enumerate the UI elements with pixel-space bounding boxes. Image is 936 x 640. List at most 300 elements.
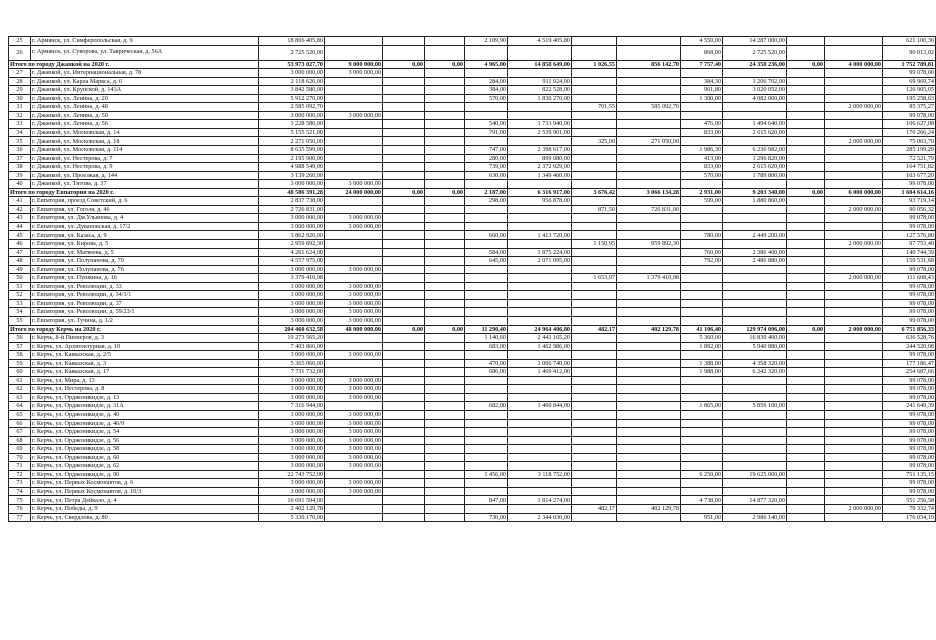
address-cell: г. Керчь, ул. Орджоникидзе, д. 40	[31, 410, 259, 419]
table-cell	[787, 248, 825, 257]
table-cell: 3 000 000,00	[259, 316, 325, 325]
table-cell	[723, 69, 787, 78]
table-cell	[617, 291, 681, 300]
row-number: 37	[9, 154, 31, 163]
table-cell: 3 000 000,00	[259, 69, 325, 78]
subtotal-row	[9, 325, 936, 334]
table-cell: 3 118 752,00	[508, 470, 572, 479]
table-cell: 111 608,43	[883, 274, 936, 283]
table-cell	[681, 316, 723, 325]
address-cell: г. Джанкой, ул. Московская, д. 18	[31, 137, 259, 146]
table-cell	[465, 487, 508, 496]
table-cell	[681, 419, 723, 428]
table-cell	[825, 77, 883, 86]
table-cell	[825, 402, 883, 411]
table-cell	[723, 265, 787, 274]
row-number: 28	[9, 77, 31, 86]
table-cell: 18 806 405,80	[259, 37, 325, 46]
table-cell: 599,00	[681, 197, 723, 206]
address-cell: г. Керчь, ул. Первых Космонавтов, д. 10/3	[31, 487, 259, 496]
table-row	[9, 180, 936, 189]
table-cell: 5 365 060,00	[259, 359, 325, 368]
table-cell	[383, 248, 425, 257]
row-number: 52	[9, 291, 31, 300]
table-cell	[325, 504, 383, 513]
table-cell: 6 242 320,00	[723, 368, 787, 377]
table-cell	[787, 154, 825, 163]
table-cell	[787, 359, 825, 368]
table-cell: 792,00	[681, 257, 723, 266]
table-cell: 3 000 000,00	[259, 479, 325, 488]
table-cell	[787, 487, 825, 496]
table-cell	[425, 103, 465, 112]
table-cell: 384,30	[681, 77, 723, 86]
table-cell: 176 034,19	[883, 513, 936, 522]
table-cell: 2 118 626,00	[259, 77, 325, 86]
row-number: 49	[9, 265, 31, 274]
table-cell: 48 000 000,00	[325, 325, 383, 334]
table-cell: 956 878,00	[508, 197, 572, 206]
address-cell: г. Керчь, ул. Орджоникидзе, д. 90	[31, 470, 259, 479]
table-cell: 99 078,00	[883, 487, 936, 496]
table-cell	[787, 94, 825, 103]
table-cell	[617, 419, 681, 428]
table-cell	[681, 436, 723, 445]
table-cell	[425, 368, 465, 377]
table-cell	[425, 359, 465, 368]
table-cell	[572, 496, 617, 505]
table-cell	[825, 470, 883, 479]
table-cell	[617, 462, 681, 471]
table-row	[9, 428, 936, 437]
table-cell: 3 000 000,00	[325, 385, 383, 394]
row-number: 57	[9, 342, 31, 351]
table-cell	[825, 385, 883, 394]
address-cell: г. Джанкой, ул. Ленина, д. 56	[31, 120, 259, 129]
table-cell: 164 751,82	[883, 163, 936, 172]
table-cell: 5 856 100,00	[723, 402, 787, 411]
table-cell	[723, 274, 787, 283]
table-cell	[383, 111, 425, 120]
table-cell	[787, 282, 825, 291]
table-cell	[383, 487, 425, 496]
row-number: 77	[9, 513, 31, 522]
row-number: 29	[9, 86, 31, 95]
table-cell	[465, 282, 508, 291]
table-cell: 69 969,74	[883, 77, 936, 86]
table-row	[9, 479, 936, 488]
table-row	[9, 316, 936, 325]
address-cell: г. Керчь, ул. Орджоникидзе, д. 31А	[31, 402, 259, 411]
table-cell	[508, 282, 572, 291]
table-cell: 0,00	[383, 325, 425, 334]
table-cell: 3 000 000,00	[259, 376, 325, 385]
table-cell: 2 000 000,00	[825, 274, 883, 283]
table-cell: 3 000 000,00	[325, 214, 383, 223]
table-cell: 3 000 000,00	[325, 69, 383, 78]
table-cell: 90 013,02	[883, 45, 936, 60]
table-cell: 3 139 260,00	[259, 171, 325, 180]
table-cell	[787, 334, 825, 343]
table-cell: 11 290,40	[465, 325, 508, 334]
table-cell	[681, 69, 723, 78]
table-cell	[572, 419, 617, 428]
table-cell	[508, 214, 572, 223]
table-cell	[825, 419, 883, 428]
table-cell	[825, 128, 883, 137]
table-cell: 621 100,36	[883, 37, 936, 46]
table-body	[9, 37, 936, 522]
table-cell	[572, 37, 617, 46]
table-cell	[572, 231, 617, 240]
table-cell: 150 531,68	[883, 257, 936, 266]
table-cell: 1 653,97	[572, 274, 617, 283]
table-cell: 140 744,39	[883, 248, 936, 257]
address-cell: г. Евпатория, ул. Революции, д. 59/23/1	[31, 308, 259, 317]
table-cell: 4 988 549,00	[259, 163, 325, 172]
table-cell	[617, 69, 681, 78]
address-cell: г. Армянск, ул. Симферопольская, д. 9	[31, 37, 259, 46]
table-cell: 129 974 096,00	[723, 325, 787, 334]
table-cell	[617, 479, 681, 488]
table-cell: 686,00	[465, 368, 508, 377]
table-cell: 2 195 900,00	[259, 154, 325, 163]
table-cell	[325, 137, 383, 146]
table-cell: 7 711 732,00	[259, 368, 325, 377]
table-cell	[425, 410, 465, 419]
table-cell	[572, 282, 617, 291]
table-row	[9, 419, 936, 428]
table-cell: 7 757,40	[681, 60, 723, 69]
table-cell	[825, 163, 883, 172]
table-cell	[681, 103, 723, 112]
table-cell	[825, 154, 883, 163]
address-cell: г. Джанкой, ул. Проезжая, д. 144	[31, 171, 259, 180]
table-cell	[825, 436, 883, 445]
table-cell	[681, 291, 723, 300]
table-cell	[325, 257, 383, 266]
table-cell: 99 078,00	[883, 282, 936, 291]
subtotal-label: Итого по городу Джанкой на 2020 г.	[9, 60, 259, 69]
table-cell	[617, 487, 681, 496]
table-cell	[465, 410, 508, 419]
table-cell: 645,00	[465, 257, 508, 266]
table-cell: 570,00	[465, 94, 508, 103]
table-cell	[617, 248, 681, 257]
table-cell	[425, 128, 465, 137]
table-cell	[825, 410, 883, 419]
table-cell: 1 388,00	[681, 359, 723, 368]
row-number: 65	[9, 410, 31, 419]
table-cell	[723, 214, 787, 223]
table-cell: 1 026,55	[572, 60, 617, 69]
row-number: 33	[9, 120, 31, 129]
table-cell	[572, 120, 617, 129]
table-cell	[617, 470, 681, 479]
table-cell: 99 078,00	[883, 445, 936, 454]
table-cell	[425, 342, 465, 351]
table-cell: 7 403 866,00	[259, 342, 325, 351]
table-cell: 99 078,00	[883, 351, 936, 360]
row-number: 26	[9, 45, 31, 60]
table-cell: 9 203 340,00	[723, 188, 787, 197]
table-cell	[787, 462, 825, 471]
table-cell	[681, 428, 723, 437]
table-cell	[383, 214, 425, 223]
table-cell	[325, 334, 383, 343]
row-number: 64	[9, 402, 31, 411]
table-cell	[617, 385, 681, 394]
table-cell	[425, 351, 465, 360]
table-cell: 75 003,70	[883, 137, 936, 146]
table-cell	[617, 37, 681, 46]
table-cell	[383, 351, 425, 360]
table-cell	[425, 479, 465, 488]
table-cell	[825, 368, 883, 377]
table-cell: 1 300,00	[681, 94, 723, 103]
address-cell: г. Евпатория, проезд Советский, д. 6	[31, 197, 259, 206]
table-cell	[383, 504, 425, 513]
table-cell	[572, 513, 617, 522]
table-cell: 3 000 000,00	[325, 265, 383, 274]
table-cell: 0,00	[787, 60, 825, 69]
table-cell: 127 576,80	[883, 231, 936, 240]
table-cell	[383, 308, 425, 317]
table-cell	[383, 479, 425, 488]
table-cell	[383, 265, 425, 274]
table-cell	[723, 445, 787, 454]
row-number: 71	[9, 462, 31, 471]
address-cell: г. Керчь, ул. Орджоникидзе, д. 60	[31, 453, 259, 462]
table-cell	[508, 274, 572, 283]
table-cell	[425, 445, 465, 454]
table-cell: 1 892,00	[681, 342, 723, 351]
table-cell	[572, 299, 617, 308]
table-cell	[681, 462, 723, 471]
row-number: 46	[9, 240, 31, 249]
table-cell	[723, 436, 787, 445]
row-number: 61	[9, 376, 31, 385]
row-number: 40	[9, 180, 31, 189]
table-cell	[383, 128, 425, 137]
table-cell	[723, 479, 787, 488]
table-cell	[723, 316, 787, 325]
table-cell: 99 078,00	[883, 410, 936, 419]
table-cell: 726 831,00	[617, 205, 681, 214]
table-cell	[383, 496, 425, 505]
table-cell: 6 236 982,00	[723, 146, 787, 155]
table-cell	[681, 222, 723, 231]
address-cell: г. Евпатория, ул. Кирова, д. 5	[31, 240, 259, 249]
table-cell: 41 106,40	[681, 325, 723, 334]
table-cell	[425, 470, 465, 479]
table-cell: 2 486 880,00	[723, 257, 787, 266]
table-cell	[825, 479, 883, 488]
address-cell: г. Керчь, ул. Мира, д. 13	[31, 376, 259, 385]
table-cell: 911 924,00	[508, 77, 572, 86]
address-cell: г. Керчь, ул. Орджоникидзе, д. 58	[31, 445, 259, 454]
table-cell	[325, 146, 383, 155]
table-cell: 2 071 095,00	[508, 257, 572, 266]
table-cell: 2 615 620,00	[723, 128, 787, 137]
table-cell	[325, 402, 383, 411]
table-cell	[681, 487, 723, 496]
table-cell: 2 726 831,00	[259, 205, 325, 214]
table-cell: 244 520,08	[883, 342, 936, 351]
table-cell	[617, 410, 681, 419]
address-cell: г. Керчь, ул. Кавказская, д. 3	[31, 359, 259, 368]
table-cell	[825, 316, 883, 325]
table-row	[9, 120, 936, 129]
table-cell	[383, 257, 425, 266]
table-cell	[425, 240, 465, 249]
address-cell: г. Джанкой, ул. Ленина, д. 48	[31, 103, 259, 112]
table-cell	[383, 137, 425, 146]
table-cell: 9 000 000,00	[325, 60, 383, 69]
table-row	[9, 214, 936, 223]
table-cell	[383, 37, 425, 46]
table-cell	[617, 299, 681, 308]
table-cell: 6 250,00	[681, 470, 723, 479]
table-cell	[383, 86, 425, 95]
table-cell	[425, 436, 465, 445]
table-cell	[572, 470, 617, 479]
table-cell	[465, 504, 508, 513]
table-cell	[572, 410, 617, 419]
table-cell: 0,00	[425, 325, 465, 334]
row-number: 41	[9, 197, 31, 206]
table-row	[9, 470, 936, 479]
table-cell	[465, 316, 508, 325]
table-cell	[508, 265, 572, 274]
table-cell: 1 456,00	[465, 470, 508, 479]
table-cell	[325, 171, 383, 180]
table-cell: 99 078,00	[883, 419, 936, 428]
table-cell	[508, 376, 572, 385]
table-cell: 3 000 000,00	[325, 376, 383, 385]
table-cell: 833,00	[681, 128, 723, 137]
table-cell	[325, 197, 383, 206]
table-cell	[425, 487, 465, 496]
table-cell: 959 892,30	[617, 240, 681, 249]
table-cell	[325, 120, 383, 129]
table-cell	[425, 385, 465, 394]
table-cell	[617, 231, 681, 240]
table-cell	[681, 180, 723, 189]
table-row	[9, 128, 936, 137]
address-cell: г. Керчь, ул. Орджоникидзе, д. 13	[31, 393, 259, 402]
table-row	[9, 393, 936, 402]
table-cell: 1 733 940,00	[508, 120, 572, 129]
table-cell	[572, 45, 617, 60]
table-cell	[787, 513, 825, 522]
table-cell: 730,00	[465, 513, 508, 522]
table-cell: 3 000 000,00	[325, 111, 383, 120]
table-cell	[723, 111, 787, 120]
table-cell	[787, 137, 825, 146]
table-cell	[572, 359, 617, 368]
table-cell: 3 000 000,00	[259, 462, 325, 471]
table-cell: 254 687,66	[883, 368, 936, 377]
table-cell: 4 000 000,00	[825, 60, 883, 69]
table-cell: 899 080,00	[508, 154, 572, 163]
table-cell: 683,00	[465, 342, 508, 351]
row-number: 34	[9, 128, 31, 137]
table-cell	[465, 428, 508, 437]
table-cell	[617, 359, 681, 368]
table-cell: 4 550,00	[681, 37, 723, 46]
table-cell	[508, 419, 572, 428]
table-cell: 3 000 000,00	[325, 445, 383, 454]
table-cell	[723, 376, 787, 385]
table-cell	[723, 504, 787, 513]
table-cell	[723, 205, 787, 214]
table-cell	[325, 86, 383, 95]
table-cell: 3 000 000,00	[325, 428, 383, 437]
table-cell	[383, 197, 425, 206]
table-row	[9, 487, 936, 496]
table-cell: 384,00	[465, 86, 508, 95]
table-cell	[383, 445, 425, 454]
table-cell: 72 521,79	[883, 154, 936, 163]
table-cell	[572, 214, 617, 223]
table-cell	[617, 222, 681, 231]
table-cell	[787, 316, 825, 325]
table-cell	[681, 240, 723, 249]
table-cell	[425, 154, 465, 163]
table-cell	[617, 197, 681, 206]
table-cell	[825, 171, 883, 180]
address-cell: г. Евпатория, ул. Революции, д. 33	[31, 282, 259, 291]
table-cell: 14 287 000,00	[723, 37, 787, 46]
table-cell	[617, 128, 681, 137]
table-cell	[681, 137, 723, 146]
table-cell	[572, 171, 617, 180]
table-cell	[425, 180, 465, 189]
table-cell	[723, 385, 787, 394]
table-cell	[325, 163, 383, 172]
table-cell	[425, 137, 465, 146]
table-cell	[825, 291, 883, 300]
table-cell	[825, 257, 883, 266]
table-cell	[572, 291, 617, 300]
table-cell	[681, 393, 723, 402]
table-cell	[508, 445, 572, 454]
table-cell: 14 877 320,00	[723, 496, 787, 505]
table-cell: 3 000 000,00	[259, 487, 325, 496]
table-cell: 2 725 520,00	[723, 45, 787, 60]
address-cell: г. Керчь, ул. Орджоникидзе, д. 46/9	[31, 419, 259, 428]
table-cell	[465, 393, 508, 402]
table-cell: 99 078,00	[883, 291, 936, 300]
table-cell	[787, 77, 825, 86]
table-cell	[787, 470, 825, 479]
table-cell: 2 837 738,00	[259, 197, 325, 206]
table-cell	[787, 299, 825, 308]
table-cell: 2 000 000,00	[825, 137, 883, 146]
table-cell	[825, 496, 883, 505]
table-row	[9, 265, 936, 274]
table-cell	[787, 291, 825, 300]
table-cell	[383, 120, 425, 129]
table-cell	[383, 205, 425, 214]
table-cell: 4 965,00	[465, 60, 508, 69]
table-cell: 1 789 800,00	[723, 171, 787, 180]
table-cell	[787, 214, 825, 223]
address-cell: г. Джанкой, ул. Московская, д. 114	[31, 146, 259, 155]
table-cell	[787, 453, 825, 462]
table-cell: 97 753,40	[883, 240, 936, 249]
